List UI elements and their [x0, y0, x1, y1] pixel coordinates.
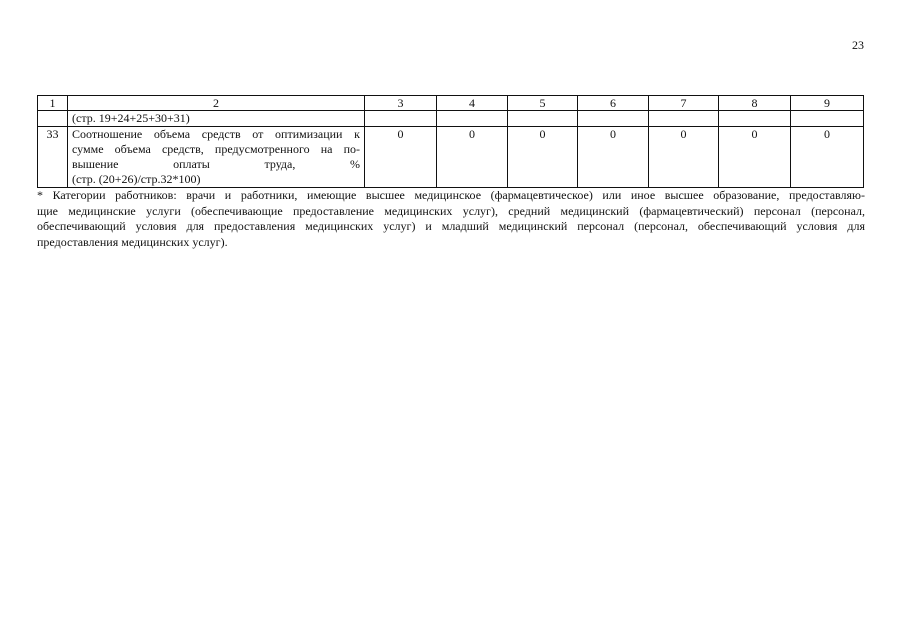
footnote-line: * Категории работников: врачи и работники, имеющие высшее медицинское (фармацевтическое) или иное высшее образование, предоставляю-: [37, 188, 865, 202]
row-description-line: Соотношение объема средств от оптимизации к: [72, 127, 360, 141]
row-description: (стр. 19+24+25+30+31): [68, 111, 365, 127]
data-table: [37, 95, 864, 188]
row-value-col-4: 0: [437, 127, 508, 188]
row-value-col-5: 0: [508, 127, 578, 188]
footnote-line: предоставления медицинских услуг).: [37, 234, 228, 249]
column-number-3: 3: [365, 96, 437, 111]
row-value-col-8: 0: [719, 127, 791, 188]
row-value-col-8: [719, 111, 791, 127]
row-value-col-6: [578, 111, 649, 127]
column-number-9: 9: [791, 96, 864, 111]
row-description: [68, 127, 365, 188]
row-value-col-5: [508, 111, 578, 127]
row-description-line: (стр. (20+26)/стр.32*100): [72, 172, 201, 186]
row-value-col-9: [791, 111, 864, 127]
page-number: 23: [852, 38, 864, 52]
row-number: 33: [38, 127, 68, 188]
table-row-continuation: [38, 111, 864, 127]
table-row-33: [38, 127, 864, 188]
column-number-2: 2: [68, 96, 365, 111]
footnote-line: щие медицинские услуги (обеспечивающие предоставление медицинских услуг), средний медицинский (фармацевтический) персонал (персонал,: [37, 203, 865, 218]
footnote-line: обеспечивающий условия для предоставления медицинских услуг) и младший медицинский персонал (персонал, обеспечивающий условия для: [37, 219, 865, 234]
column-number-6: 6: [578, 96, 649, 111]
row-description-line: вышение оплаты труда, %: [72, 157, 360, 171]
column-number-1: 1: [38, 96, 68, 111]
row-value-col-7: [649, 111, 719, 127]
row-number: [38, 111, 68, 127]
column-number-row: [38, 96, 864, 111]
column-number-4: 4: [437, 96, 508, 111]
row-value-col-4: [437, 111, 508, 127]
column-number-5: 5: [508, 96, 578, 111]
column-number-7: 7: [649, 96, 719, 111]
row-value-col-7: 0: [649, 127, 719, 188]
row-value-col-3: [365, 111, 437, 127]
column-number-8: 8: [719, 96, 791, 111]
row-value-col-9: 0: [791, 127, 864, 188]
footnote: [37, 188, 865, 250]
row-value-col-3: 0: [365, 127, 437, 188]
row-description-line: сумме объема средств, предусмотренного на по-: [72, 142, 360, 156]
row-value-col-6: 0: [578, 127, 649, 188]
